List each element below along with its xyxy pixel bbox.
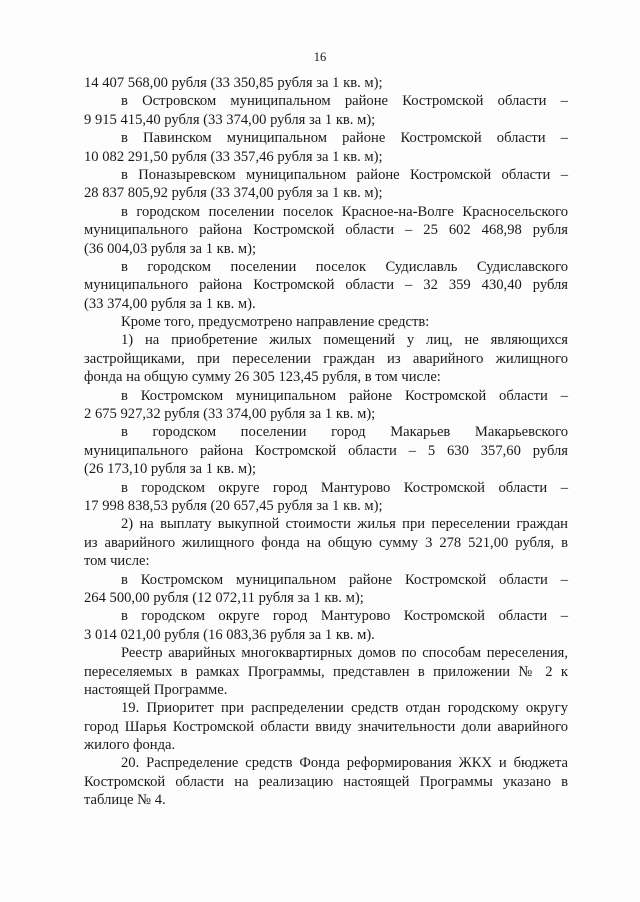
text-line: переселяемых в рамках Программы, представлен в приложении № 2 к bbox=[84, 663, 568, 680]
text-line: муниципального района Костромской области – 25 602 468,98 рубля bbox=[84, 222, 568, 239]
text-line: (36 004,03 рубля за 1 кв. м); bbox=[84, 240, 257, 257]
text-line: в городском поселении поселок Красное-на-Волге Красносельского bbox=[121, 203, 568, 220]
text-line: 2 675 927,32 рубля (33 374,00 рубля за 1 кв. м); bbox=[84, 406, 376, 423]
text-line: Реестр аварийных многоквартирных домов по способам переселения, bbox=[121, 645, 568, 662]
text-line: застройщиками, при переселении граждан из аварийного жилищного bbox=[84, 350, 568, 367]
text-line: муниципального района Костромской области – 5 630 357,60 рубля bbox=[84, 442, 568, 459]
text-line: настоящей Программе. bbox=[84, 681, 228, 698]
text-line: 14 407 568,00 рубля (33 350,85 рубля за 1 кв. м); bbox=[84, 75, 383, 91]
text-line: таблице № 4. bbox=[84, 792, 166, 809]
text-line: в Островском муниципальном районе Костромской области – bbox=[121, 93, 568, 110]
text-line: Кроме того, предусмотрено направление средств: bbox=[121, 314, 430, 331]
text-line: 20. Распределение средств Фонда реформирования ЖКХ и бюджета bbox=[121, 755, 568, 772]
text-line: в Павинском муниципальном районе Костромской области – bbox=[121, 130, 568, 147]
text-line: в Костромском муниципальном районе Костромской области – bbox=[121, 387, 568, 404]
text-line: 264 500,00 рубля (12 072,11 рубля за 1 кв. м); bbox=[84, 589, 364, 606]
text-line: 3 014 021,00 рубля (16 083,36 рубля за 1 кв. м). bbox=[84, 626, 375, 643]
text-line: в городском округе город Мантурово Костромской области – bbox=[121, 608, 568, 625]
text-line: 19. Приоритет при распределении средств отдан городскому округу bbox=[121, 700, 568, 717]
text-line: том числе: bbox=[84, 553, 150, 570]
text-line: (33 374,00 рубля за 1 кв. м). bbox=[84, 295, 256, 312]
text-line: в городском поселении поселок Судиславль Судиславского bbox=[121, 258, 568, 275]
text-line: жилого фонда. bbox=[84, 737, 176, 754]
text-line: 2) на выплату выкупной стоимости жилья при переселении граждан bbox=[121, 516, 568, 533]
text-line: в городском поселении город Макарьев Макарьевского bbox=[121, 424, 568, 441]
page-number: 16 bbox=[313, 50, 327, 64]
text-line: (26 173,10 рубля за 1 кв. м); bbox=[84, 461, 257, 478]
text-line: 10 082 291,50 рубля (33 357,46 рубля за 1 кв. м); bbox=[84, 148, 383, 165]
text-line: 9 915 415,40 рубля (33 374,00 рубля за 1 кв. м); bbox=[84, 111, 376, 128]
text-line: фонда на общую сумму 26 305 123,45 рубля, в том числе: bbox=[84, 369, 441, 386]
document-body bbox=[84, 74, 568, 810]
text-line: 17 998 838,53 рубля (20 657,45 рубля за 1 кв. м); bbox=[84, 497, 383, 514]
text-line: Костромской области на реализацию настоящей Программы указано в bbox=[84, 773, 568, 790]
text-line: в Костромском муниципальном районе Костромской области – bbox=[121, 571, 568, 588]
text-line: 28 837 805,92 рубля (33 374,00 рубля за 1 кв. м); bbox=[84, 185, 383, 202]
text-line: из аварийного жилищного фонда на общую сумму 3 278 521,00 рубля, в bbox=[84, 534, 568, 551]
text-line: муниципального района Костромской области – 32 359 430,40 рубля bbox=[84, 277, 568, 294]
text-line: 1) на приобретение жилых помещений у лиц, не являющихся bbox=[121, 332, 568, 349]
text-line: в Поназыревском муниципальном районе Костромской области – bbox=[121, 166, 568, 183]
text-line: город Шарья Костромской области ввиду значительности доли аварийного bbox=[84, 718, 568, 735]
text-line: в городском округе город Мантурово Костромской области – bbox=[121, 479, 568, 496]
